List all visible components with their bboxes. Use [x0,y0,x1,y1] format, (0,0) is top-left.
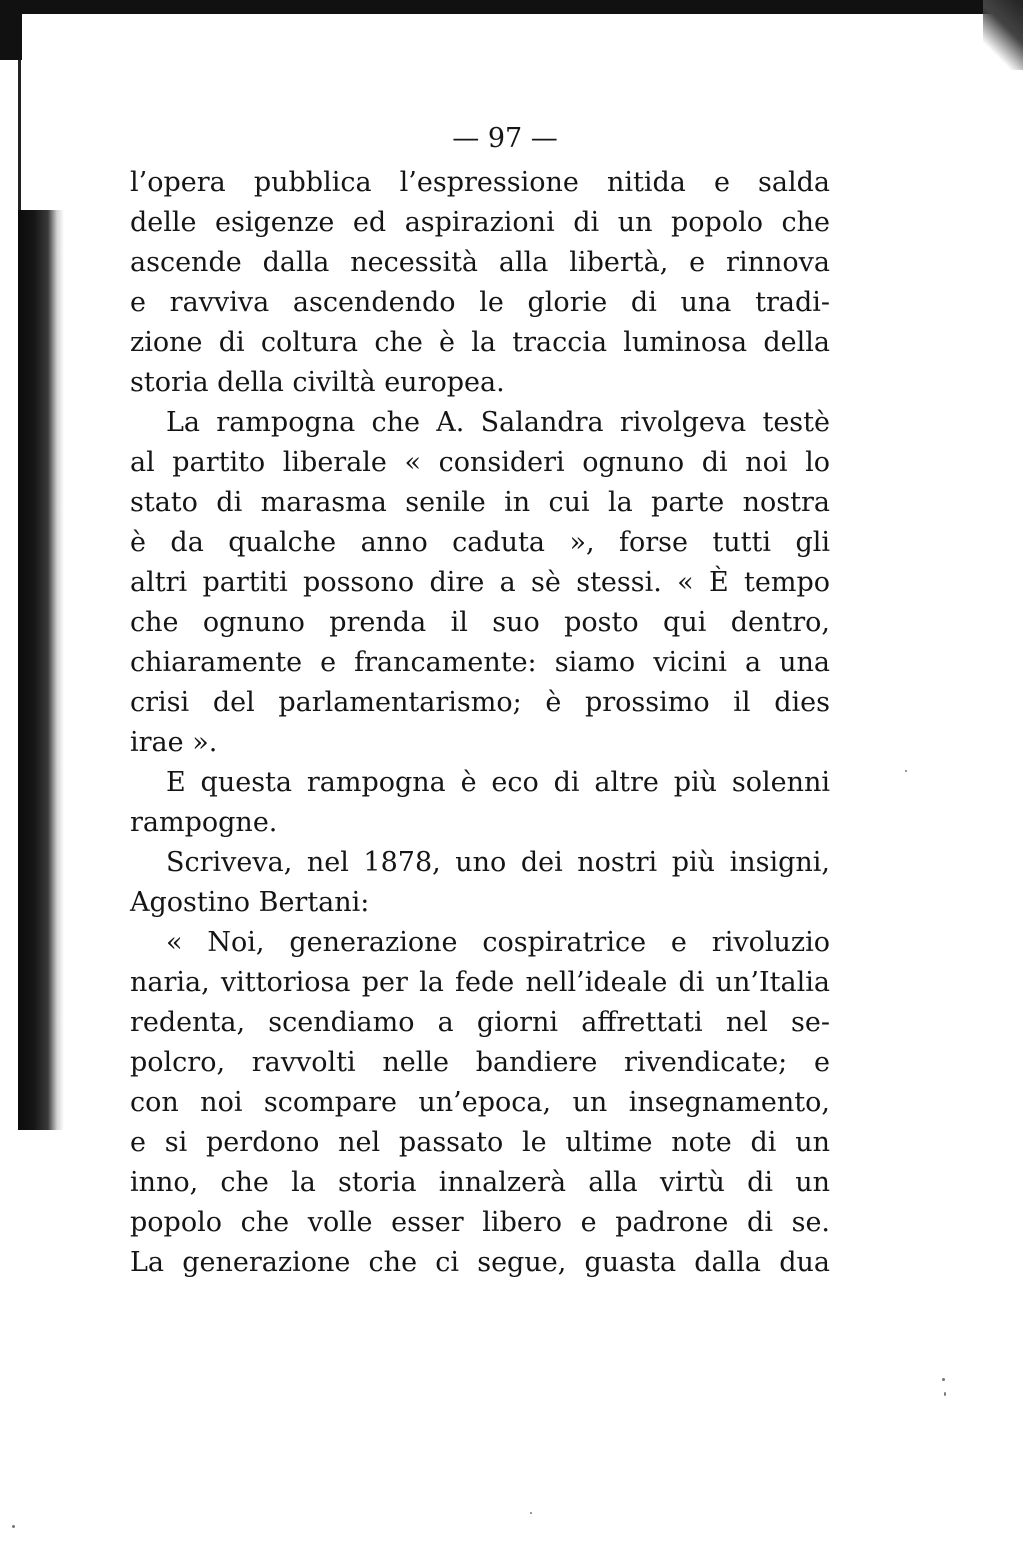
text-line: stato di marasma senile in cui la parte nostra [130,487,830,518]
text-line: La rampogna che A. Salandra rivolgeva testè [166,407,830,438]
text-line: e ravviva ascendendo le glorie di una tradi- [130,287,830,318]
text-line: E questa rampogna è eco di altre più solenni [166,767,830,798]
text-line: chiaramente e francamente: siamo vicini a una [130,647,830,678]
text-line: storia della civiltà europea. [130,367,505,398]
text-line: La generazione che ci segue, guasta dalla dua [130,1247,830,1278]
page-body [130,115,830,1283]
text-line: popolo che volle esser libero e padrone di se. [130,1207,830,1238]
text-line: « Noi, generazione cospiratrice e rivoluzio [166,927,830,958]
text-line: naria, vittoriosa per la fede nell’ideale di un’Italia [130,967,830,998]
text-line: Agostino Bertani: [130,887,370,918]
scan-speck [944,1392,946,1396]
text-line: e si perdono nel passato le ultime note di un [130,1127,830,1158]
text-line: inno, che la storia innalzerà alla virtù di un [130,1167,830,1198]
book-spine-shadow [18,210,64,1130]
scan-speck [942,1378,945,1381]
text-line: ascende dalla necessità alla libertà, e rinnova [130,247,830,278]
text-line: redenta, scendiamo a giorni affrettati nel se- [130,1007,830,1038]
paragraph [130,403,830,763]
text-line: crisi del parlamentarismo; è prossimo il dies [130,687,830,718]
text-line: l’opera pubblica l’espressione nitida e salda [130,167,830,198]
text-line: altri partiti possono dire a sè stessi. « È tempo [130,567,830,598]
text-line: delle esigenze ed aspirazioni di un popolo che [130,207,830,238]
top-page-edge [0,0,1010,14]
page-number: — 97 — [452,123,558,154]
paragraph [130,923,830,1283]
text-line: è da qualche anno caduta », forse tutti gli [130,527,830,558]
text-line: zione di coltura che è la traccia luminosa della [130,327,830,358]
text-line: polcro, ravvolti nelle bandiere rivendicate; e [130,1047,830,1078]
text-line: con noi scompare un’epoca, un insegnamento, [130,1087,830,1118]
text-line: rampogne. [130,807,278,838]
spine-edge-thin [18,60,21,220]
top-left-page-shadow [0,0,22,60]
scan-speck [905,770,907,772]
paragraph [130,843,830,923]
paragraph [130,763,830,843]
text-line: irae ». [130,727,218,758]
scan-speck [530,1512,532,1514]
paragraph [130,163,830,403]
text-line: al partito liberale « consideri ognuno di noi lo [130,447,830,478]
top-right-page-shadow [983,0,1023,70]
text-line: che ognuno prenda il suo posto qui dentro, [130,607,830,638]
scan-speck [12,1525,15,1528]
text-line: Scriveva, nel 1878, uno dei nostri più insigni, [166,847,830,878]
